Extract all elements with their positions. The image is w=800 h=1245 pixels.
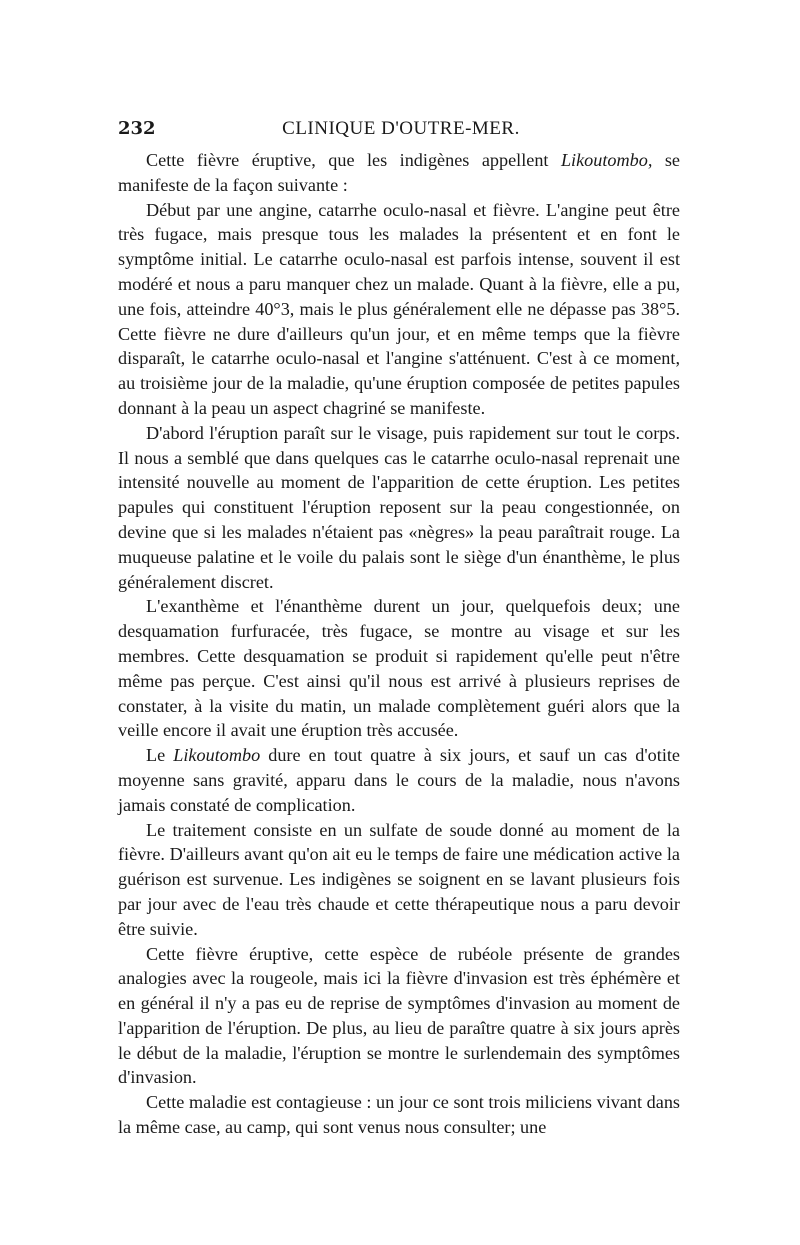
paragraph-text: dure en tout quatre à six jours, et sauf un cas d'otite moyenne sans gravité, apparu dans le cours de la maladie, nous n'avons jamais constaté de complication. [118, 745, 680, 815]
paragraph-text: Cette fièvre éruptive, que les indigènes appellent [146, 150, 561, 170]
page-number: 232 [118, 118, 156, 139]
italic-term: Likoutombo, [560, 150, 653, 170]
paragraph-text: se manifeste de la façon suivante : [118, 150, 680, 195]
paragraph-text: Le [146, 745, 174, 766]
paragraph [118, 743, 680, 817]
page-header [118, 118, 680, 144]
paragraph: D'abord l'éruption paraît sur le visage, puis rapidement sur tout le corps. Il nous a semblé que dans quelques cas le catarrhe oculo-nasal reprenait une intensité nouvelle au moment de l'apparition de cette éruption. Les petites papules qui constituent l'éruption reposent sur la peau congestionnée, on devine que si les malades n'étaient pas «nègres» la peau paraîtrait rouge. La muqueuse palatine et le voile du palais sont le siège d'un énanthème, le plus généralement discret. [118, 422, 680, 592]
paragraph: Cette fièvre éruptive, cette espèce de rubéole présente de grandes analogies avec la rougeole, mais ici la fièvre d'invasion est très éphémère et en général il n'y a pas eu de reprise de symptômes d'invasion au moment de l'apparition de l'éruption. De plus, au lieu de paraître quatre à six jours après le début de la maladie, l'éruption se montre le surlendemain des symptômes d'invasion. [118, 943, 680, 1088]
paragraph: Le traitement consiste en un sulfate de soude donné au moment de la fièvre. D'ailleurs avant qu'on ait eu le temps de faire une médication active la guérison est survenue. Les indigènes se soignent en se lavant plusieurs fois par jour avec de l'eau très chaude et cette thérapeutique nous a paru devoir être suivie. [118, 819, 680, 939]
running-title: CLINIQUE D'OUTRE-MER. [282, 118, 520, 139]
italic-term: Likoutombo [173, 745, 261, 766]
book-page [118, 118, 680, 1140]
paragraph [118, 148, 680, 198]
paragraph: L'exanthème et l'énanthème durent un jour, quelquefois deux; une desquamation furfuracée, très fugace, se montre au visage et sur les membres. Cette desquamation se produit si rapidement qu'elle peut n'être même pas perçue. C'est ainsi qu'il nous est arrivé à plusieurs reprises de constater, à la visite du matin, un malade complètement guéri alors que la veille encore il avait une éruption très accusée. [118, 596, 680, 741]
paragraph: Début par une angine, catarrhe oculo-nasal et fièvre. L'angine peut être très fugace, mais presque tous les malades la présentent et en font le symptôme initial. Le catarrhe oculo-nasal est parfois intense, souvent il est modéré et nous a paru manquer chez un malade. Quant à la fièvre, elle a pu, une fois, atteindre 40°3, mais le plus généralement elle ne dépasse pas 38°5. Cette fièvre ne dure d'ailleurs qu'un jour, et en même temps que la fièvre disparaît, le catarrhe oculo-nasal et l'angine s'atténuent. C'est à ce moment, au troisième jour de la maladie, qu'une éruption composée de petites papules donnant à la peau un aspect chagriné se manifeste. [118, 199, 680, 418]
body-text [118, 148, 680, 1140]
paragraph: Cette maladie est contagieuse : un jour ce sont trois miliciens vivant dans la même case, au camp, qui sont venus nous consulter; une [118, 1092, 680, 1138]
